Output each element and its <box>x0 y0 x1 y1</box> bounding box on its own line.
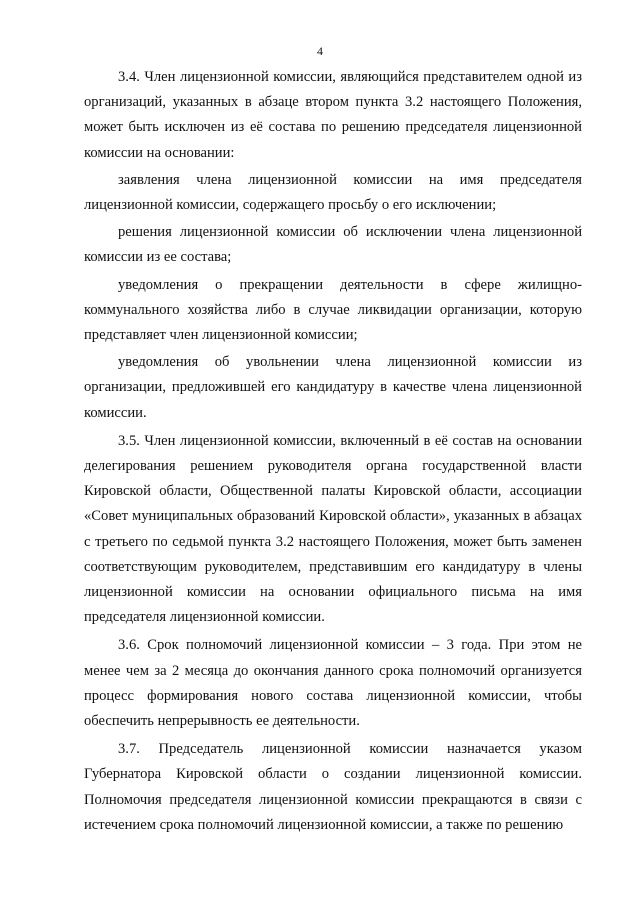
paragraph-3-4: 3.4. Член лицензионной комиссии, являющийся представителем одной из организаций, указанных в абзаце втором пункта 3.2 настоящего Положения, может быть исключен из её состава по решению председателя лицензионной комиссии на основании: <box>84 69 582 161</box>
paragraph-basis-dismissal: уведомления об увольнении члена лицензионной комиссии из организации, предложившей его кандидатуру в качестве члена лицензионной комиссии. <box>84 354 582 421</box>
paragraph-basis-termination: уведомления о прекращении деятельности в сфере жилищно-коммунального хозяйства либо в случае ликвидации организации, которую представляет член лицензионной комиссии; <box>84 276 582 344</box>
paragraph-3-7: 3.7. Председатель лицензионной комиссии назначается указом Губернатора Кировской области о создании лицензионной комиссии. Полномочия председателя лицензионной комиссии прекращаются в связи с истечением срока полномочий лицензионной комиссии, а также по решению <box>84 741 582 833</box>
paragraph-3-6: 3.6. Срок полномочий лицензионной комиссии – 3 года. При этом не менее чем за 2 месяца до окончания данного срока полномочий организуется процесс формирования нового состава лицензионной комиссии, чтобы обеспечить непрерывность ее деятельности. <box>84 637 582 730</box>
paragraph-basis-decision: решения лицензионной комиссии об исключении члена лицензионной комиссии из ее состава; <box>84 224 582 266</box>
paragraph-3-5: 3.5. Член лицензионной комиссии, включенный в её состав на основании делегирования решением руководителя органа государственной власти Кировской области, Общественной палаты Кировской области, ассоциации «Совет муниципальных образований Кировской области», указанных в абзацах с третьего по седьмой пункта 3.2 настоящего Положения, может быть заменен соответствующим руководителем, представившим его кандидатуру в члены лицензионной комиссии на основании официального письма на имя председателя лицензионной комиссии. <box>84 432 582 626</box>
paragraph-basis-statement: заявления члена лицензионной комиссии на имя председателя лицензионной комиссии, содержащего просьбу о его исключении; <box>84 171 582 214</box>
document-body <box>84 65 582 838</box>
page-number: 4 <box>317 44 323 58</box>
